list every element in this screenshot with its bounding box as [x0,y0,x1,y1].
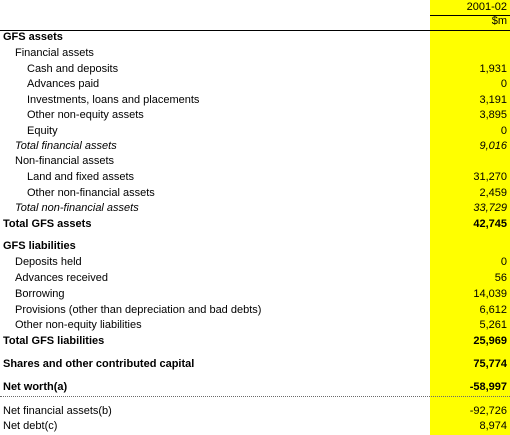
table-row [0,255,510,271]
table-row [0,62,510,78]
row-value: 56 [494,272,507,284]
row-value: 0 [500,78,507,90]
row-label: Other non-equity liabilities [15,319,142,331]
subtotal-value: 9,016 [479,140,507,152]
table-row [0,46,510,62]
table-row [0,154,510,170]
total-value: -58,997 [469,381,507,393]
row-label: Net debt(c) [3,420,58,432]
row-label: Deposits held [15,256,82,268]
table-row [0,419,510,435]
table-row [0,170,510,186]
subtotal-label: Total non-financial assets [15,202,139,214]
table-row [0,30,510,46]
table-row [0,318,510,334]
section-heading-gfs-liabilities: GFS liabilities [3,240,76,252]
header-unit-row [0,14,510,30]
subsection-financial-assets: Financial assets [15,47,94,59]
subsection-non-financial-assets: Non-financial assets [15,155,115,167]
total-value: 42,745 [473,218,507,230]
row-value: 6,612 [479,304,507,316]
table-row [0,357,510,373]
row-label: Advances received [15,272,108,284]
subtotal-value: 33,729 [473,202,507,214]
row-label: Land and fixed assets [27,171,135,183]
dotted-divider [0,396,510,397]
row-label: Equity [27,125,58,137]
row-label: Net financial assets(b) [3,405,112,417]
table-row [0,201,510,217]
table-row [0,93,510,109]
row-label: Investments, loans and placements [27,94,200,106]
table-row [0,239,510,255]
row-value: 3,895 [479,109,507,121]
row-value: 31,270 [473,171,507,183]
row-value: 2,459 [479,187,507,199]
row-label: Other non-financial assets [27,187,155,199]
table-row [0,108,510,124]
table-row [0,287,510,303]
row-value: 0 [500,256,507,268]
row-value: 14,039 [473,288,507,300]
section-heading-gfs-assets: GFS assets [3,31,63,43]
subtotal-label: Total financial assets [15,140,117,152]
row-value: 0 [500,125,507,137]
column-year-header: 2001-02 [466,1,507,13]
table-row [0,380,510,396]
total-label: Total GFS assets [3,218,92,230]
table-row [0,217,510,233]
table-row [0,404,510,420]
column-unit-header: $m [491,15,507,27]
row-label: Advances paid [27,78,100,90]
table-row [0,334,510,350]
table-row [0,271,510,287]
total-value: 25,969 [473,335,507,347]
table-row [0,186,510,202]
table-row [0,77,510,93]
row-label: Other non-equity assets [27,109,144,121]
total-label: Net worth(a) [3,381,68,393]
total-value: 75,774 [473,358,507,370]
row-value: -92,726 [469,405,507,417]
row-value: 8,974 [479,420,507,432]
row-label: Borrowing [15,288,65,300]
total-label: Shares and other contributed capital [3,358,195,370]
table-row [0,303,510,319]
row-label: Provisions (other than depreciation and bad debts) [15,304,262,316]
table-row [0,124,510,140]
row-value: 3,191 [479,94,507,106]
row-value: 5,261 [479,319,507,331]
row-label: Cash and deposits [27,63,119,75]
row-value: 1,931 [479,63,507,75]
total-label: Total GFS liabilities [3,335,105,347]
table-row [0,139,510,155]
